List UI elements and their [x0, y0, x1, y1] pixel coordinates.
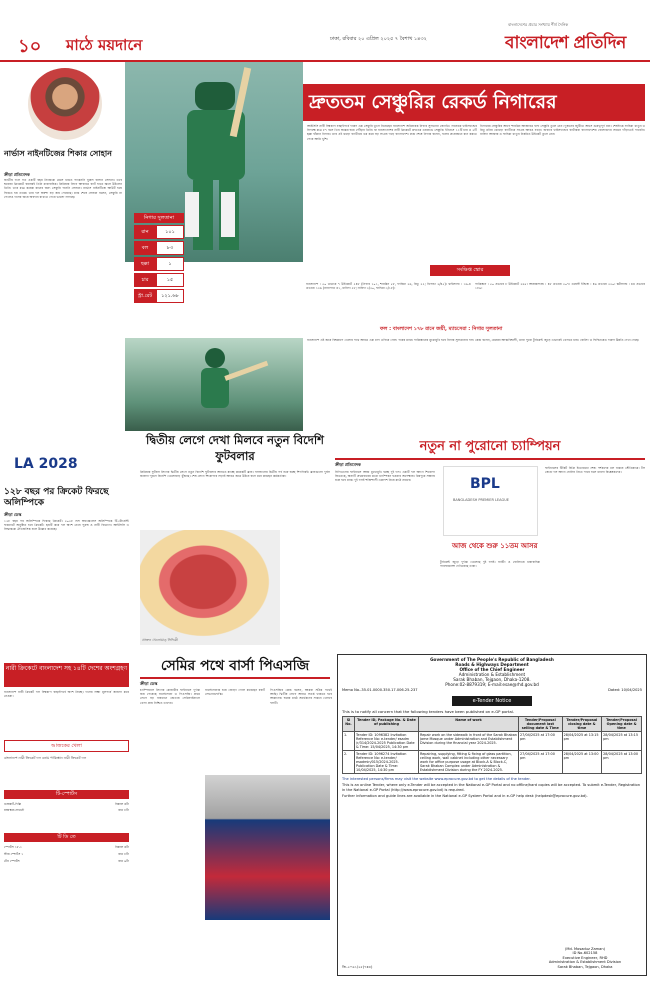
tv-match: স্পোর্টস ১৮-১ [4, 845, 23, 849]
tender-signature-block [530, 947, 640, 970]
stats-row [134, 289, 184, 303]
psg-body-2: বার্সেলোনার হয়ে জোড়া গোল করেছেন রবার্ট লেভানডফস্কি। [205, 688, 265, 697]
stat-label: স্ট্রা.রেট [134, 289, 156, 303]
stat-value: ১৫ [156, 273, 184, 287]
la2028-headline: ১২৮ বছর পর ক্রিকেট ফিরছে অলিম্পিকে [4, 487, 109, 508]
stat-value: ৮৩ [156, 241, 184, 255]
shortlist-headline: নারী ক্রিকেটে বাংলাদেশ সহ ১৪টি দেশের অংশগ্রহণ [4, 663, 129, 687]
profile-headline: নার্ভাস নাইনটিজের শিকার সোহান [4, 149, 112, 158]
table-row [343, 751, 642, 774]
th-sl: Sl No. [343, 717, 355, 732]
tv-row [4, 845, 129, 849]
tender-intro: This is to notify all concern that the following tenders have been published on e-GP portal. [342, 709, 515, 714]
table-row [343, 732, 642, 751]
psg-body-1: চ্যাম্পিয়নস লিগের কোয়ার্টার ফাইনালে দুর্দান্ত জয় পেয়েছে বার্সেলোনা ও পিএসজি। প্রথম লেগে বড় ব্যবধানে জেতায় সেমিফাইনালে খেলা প্রায় নিশ্চিত তাদের। [140, 688, 200, 705]
tender-website-link[interactable]: The interested persons/firms may visit the website www.eprocure.gov.bd to get the details of the tender. [342, 777, 531, 781]
bpl-subtitle: BANGLADESH PREMIER LEAGUE [453, 498, 509, 502]
sig-name: (Md. Mosaduz Zaman) [564, 946, 606, 951]
stats-title: নিগার সুলতানা [134, 213, 184, 223]
champions-headline: নতুন না পুরোনো চ্যাম্পিয়ন [335, 434, 645, 460]
profile-body: জাতীয় দলে গত একটি বছর নিজেকে মেলে ধরতে পারেননি নুরুল হাসান সোহান। তবে ঘরোয়া ক্রিকেটে বরাবরই তিনি ধারাবাহিক। প্রিমিয়ার লিগে আবারও ব্যাট হাতে জ্বলে উঠলেন তিনি। তবে মাত্র কয়েক রানের জন্য সেঞ্চুরি পাননি সোহান। নার্ভাস নাইনটিজে আউট হয়ে ফিরতে হয় তাকে। তার দল অবশ্য বড় জয় পেয়েছে। ম্যাচ শেষে সোহান বলেন, সেঞ্চুরি না পেলেও দলের জয়ে অবদান রাখতে পেরে ভালো লাগছে। [4, 178, 122, 199]
cell: 27/04/2025 at 17:00 pm [519, 751, 563, 774]
tv-channel-label: টি ডি তে [4, 833, 129, 842]
cell: 28/04/2025 at 13:00 pm [602, 751, 642, 774]
bpl-logo: BPL [470, 476, 500, 492]
cell: Tender ID: 1096274 Invitation Reference No: e-tender/ esadmin/015/2024-2025. Publication Date & Time: 10/04/2025, 14:30 pm [355, 751, 419, 774]
la2028-byline: ক্রীড়া ডেস্ক [4, 512, 22, 517]
psg-byline: ক্রীড়া ডেস্ক [140, 681, 158, 686]
stats-box [134, 213, 184, 303]
cell: Tender ID: 1096382 Invitation Reference No: e-tender/ esadm /r/314/2024-2025 Publication Date & Time: 15/04/2025, 14:30 pm [355, 732, 419, 751]
stat-label: চার [134, 273, 156, 287]
lead-body-left: আইসিসি নারী বিশ্বকাপ বাছাইপর্বে দারুণ এক সেঞ্চুরি তুলে নিয়েছেন বাংলাদেশ অধিনায়ক নিগার সুলতানা জ্যোতি। লাহোরে থাইল্যান্ডের বিপক্ষে মাত্র ৮৭ বলে তিন অঙ্কের ঘরে পৌঁছান তিনি। যা বাংলাদেশের নারী ক্রিকেটে দ্রুততম ওয়ানডে সেঞ্চুরি। ইনিংসে ১১টি চার ও ২টি ছক্কা হাঁকান নিগার। তার এই ঝড়ো ব্যাটিংয়ে ভর করে বড় সংগ্রহ গড়ে বাংলাদেশ। ম্যাচ শেষে নিগার বলেন, দলের প্রয়োজনে রান করতে পেরে আমি খুশি। [307, 124, 477, 141]
th-opening-date: Tender/Proposal Opening date & time [602, 717, 642, 732]
section-title: মাঠে ময়দানে [66, 36, 143, 54]
e-tender-notice-label: e-Tender Notice [452, 696, 532, 706]
lead-headline: দ্রুততম সেঞ্চুরির রেকর্ড নিগারের [309, 91, 557, 113]
cell: 28/04/2025 at 13:15 pm [602, 732, 642, 751]
psg-body-3: পিএসজির কোচ বলেন, আমরা সঠিক পথেই আছি। দ্বিতীয় লেগে আরও সতর্ক থাকতে হবে আমাদের। ঘরের মাঠে সমর্থকদের সামনে খেলবে দলটি। [270, 688, 332, 705]
masthead-logo: বাংলাদেশ প্রতিদিন [505, 33, 626, 53]
tender-footer-2: This is an online Tender, where only e-Tender will be accepted in the National e-GP Portal and no offline/hard copies will be accepted. To submit e-Tender, Registration in the National e-GP Portal (http://www.eprocure.gov.bd) is required. [342, 783, 641, 792]
scorecard-left: বাংলাদেশ : ৫০ ওভারে ৭ উইকেটে ২৪৮ (নিগার ১০১, শারমিন ৫৮, ফাহিমা ২৬, রিতু ২২; থিপাচা ২/৪৫)। থাইল্যান্ড : ৩৯.৪ ওভারে ১৩৬ (নানাপাত ৪১, চানিদা ২৮; নাহিদা ৩/২০, ফাহিমা ৩/১৮)। [306, 282, 471, 291]
tender-footer-3: Further information and guide lines are available in the National e-GP System Portal and in e-GP help desk (helpdesk@eprocure.gov.bd). [342, 794, 588, 799]
issue-date: ঢাকা, রবিবার ২০ এপ্রিল ২০২৫ ৭ বৈশাখ ১৪৩২ [330, 36, 427, 42]
tender-memo-row [338, 687, 646, 693]
cell: Repair work on the sidewalk in front of the Sarak Bhaban Jame Mosque under Administration and Establishment Division during the financial year 2024-2025. [419, 732, 519, 751]
la2028-body: ১২৮ বছর পর অলিম্পিকে ফিরছে ক্রিকেট। ২০২৮ লস অ্যাঞ্জেলেস অলিম্পিকে টি-টোয়েন্টি ফরম্যাটে অনুষ্ঠিত হবে ক্রিকেট। ছয়টি করে দল অংশ নেবে পুরুষ ও নারী বিভাগে। আইসিসি এ সিদ্ধান্তকে ঐতিহাসিক বলে উল্লেখ করেছে। [4, 519, 129, 532]
bpl-date: আজ থেকে শুরু ১১তম আসর [452, 542, 538, 550]
la2028-logo [10, 440, 78, 485]
football-body: প্রিমিয়ার ফুটবল লিগের দ্বিতীয় লেগে নতুন বিদেশি ফুটবলার আনতে যাচ্ছে কয়েকটি ক্লাব। দলবদলের দ্বিতীয় পর্ব শুরু হচ্ছে শিগগিরই। ক্লাবগুলো দুর্বল জায়গা পূরণে বিদেশি খেলোয়াড় খুঁজছে। শেষ লেগে শিরোপার লড়াই আরও জমে উঠবে বলে মনে করছেন কর্মকর্তারা। [140, 470, 330, 479]
sig-id: ID No-602158 [572, 951, 598, 955]
page-number: ১০ [18, 36, 42, 57]
stats-row [134, 257, 184, 271]
tender-table [342, 716, 642, 774]
cell: Repairing, supplying, fitting & fixing of glass partition, ceiling work, wall cabinet including other necessary work for office purpose usage at Block-A & Block-C, Sarak Bhaban Complex under Administration & Establishment Division during the FY 2024-2025. [419, 751, 519, 774]
stat-label: রান [134, 225, 156, 239]
tender-gov: Government of The People's Republic of Bangladesh [430, 657, 554, 662]
batter-photo-2 [125, 338, 303, 431]
tender-phone: Phone:02-8879319; E-mail:esae@rhd.gov.bd [445, 682, 539, 687]
champions-body-2: টুর্নামেন্ট জুড়ে দুর্দান্ত খেলেছে দুই দলই। ব্যাটিং ও বোলিংয়ে ধারাবাহিক পারফরম্যান্স দেখিয়েছে তারা। [440, 560, 540, 569]
stat-value: ১২১.৬৮ [156, 289, 184, 303]
football-headline: দ্বিতীয় লেগে দেখা মিলবে নতুন বিদেশি ফুটবলার [146, 433, 324, 463]
masthead-tagline: বাংলাদেশের প্রচার সংখ্যায় শীর্ষ দৈনিক [508, 22, 569, 27]
batter-figure-2 [125, 338, 303, 431]
cell: 28/04/2025 at 13:15 pm [562, 732, 602, 751]
th-closing-date: Tender/Proposal closing date & time [562, 717, 602, 732]
champions-body-3: ফাইনালের টিকিট বিক্রি ইতোমধ্যে শেষ। দর্শকদের ঢল নামবে স্টেডিয়ামে। টস জেতা দল আগে বোলিং নিতে পারে বলে ধারণা বিশ্লেষকদের। [545, 466, 645, 475]
scorecard-result: ফল : বাংলাদেশ ১৭৮ রানে জয়ী, ম্যাচসেরা : নিগার সুলতানা [380, 326, 503, 332]
stats-row [134, 225, 184, 239]
sig-addr: Sarak Bhaban, Tejgaon, Dhaka [557, 964, 613, 969]
player-portrait [28, 68, 102, 140]
tender-dated: Dated: 10/04/2025 [608, 688, 642, 692]
tv-row [4, 852, 129, 856]
th-name-of-work: Name of work [419, 717, 519, 732]
tv-time: রাত ৯টা [118, 859, 129, 863]
psg-headline: সেমির পথে বার্সা পিএসজি [140, 653, 330, 679]
tender-gd-code: জি-২০৬১/২৫(৭x৪) [342, 965, 373, 969]
tender-dept: Roads & Highways Department [455, 662, 529, 667]
tv-time: রাত ৮টা [118, 852, 129, 856]
tv-match: রাজস্থান-লখনৌ [4, 808, 25, 812]
today-games-label: আজকের খেলা [4, 740, 129, 752]
tv-time: বিকাল ৪টা [115, 845, 129, 849]
tender-notice [337, 654, 647, 976]
tender-address: Sarak Bhaban, Tejgaon, Dhaka-1208. [453, 677, 531, 682]
profile-byline: ক্রীড়া প্রতিবেদক [4, 172, 30, 177]
tv-channel-label: টি-স্পোর্টস [4, 790, 129, 799]
cell: 28/04/2025 at 13:00 pm [562, 751, 602, 774]
stat-label: বল [134, 241, 156, 255]
tv-row [4, 859, 129, 863]
tender-office: Office of the Chief Engineer [459, 667, 525, 672]
cell: 2. [343, 751, 355, 774]
cell: 1. [343, 732, 355, 751]
cell: 27/04/2025 at 17:00 pm [519, 732, 563, 751]
stat-value: ১ [156, 257, 184, 271]
tv-match: টেন স্পোর্টস [4, 859, 20, 863]
football-photo-caption: প্রাক্তন খেলোয়াড় সিদ্দিকী [142, 638, 179, 642]
champions-byline: ক্রীড়া প্রতিবেদক [335, 462, 361, 467]
scorecard-right: পাকিস্তান : ৫০ ওভারে ৮ উইকেটে ২৬৫। আয়ারল্যান্ড : ৪৮ ওভারে ২০৭। ওয়েস্ট ইন্ডিজ : ৪৬ ওভারে ২২০। স্কটল্যান্ড : ৪৪ ওভারে ১৮৯। [475, 282, 645, 291]
scorecard-title: সংক্ষিপ্ত স্কোর [430, 265, 510, 276]
stat-label: ছক্কা [134, 257, 156, 271]
lead-body-right: নিগারের সেঞ্চুরির আগে শারমিন আক্তারও হাফ সেঞ্চুরি তুলে নেন। দুজনের জুটিতে আসে গুরুত্বপূর্ণ রান। শেষদিকে ফাহিমা খাতুন ও রিতু মনির ঝোড়ো ব্যাটিংয়ে সংগ্রহ আরও বাড়ে। জবাবে থাইল্যান্ডের ব্যাটাররা বাংলাদেশের বোলারদের সামনে দাঁড়াতেই পারেনি। নাহিদা আক্তার ও ফাহিমা খাতুন নিয়মিত উইকেট তুলে নেন। [480, 124, 645, 137]
la2028-logo-text: LA 2028 [14, 456, 78, 472]
tender-memo: Memo No.-35.01.0000.350.17.006.25-237 [342, 688, 418, 692]
th-tender-id: Tender ID, Package No. & Date of publishing [355, 717, 419, 732]
tv-time: বিকাল ৪টা [115, 802, 129, 806]
tender-division: Administration & Establishment [458, 672, 526, 677]
sig-title: Executive Engineer, RHD [562, 955, 608, 960]
lead-continued: বাংলাদেশ এই জয়ে বিশ্বকাপে খেলার পথে আরও এক ধাপ এগিয়ে গেল। পরের ম্যাচে পাকিস্তানের মুখোমুখি হবে নিগার সুলতানার দল। কোচ বলেন, মেয়েরা আত্মবিশ্বাসী, তারা পুরো টুর্নামেন্ট জুড়ে এভাবেই খেলতে চায়। বোলিং ও ফিল্ডিংয়েও দারুণ উন্নতি দেখা গেছে। [307, 338, 640, 342]
barcelona-player-photo [205, 775, 330, 920]
sig-dept: Administration & Establishment Division [548, 960, 622, 964]
tv-match: গুজরাট-দিল্লি [4, 802, 22, 806]
tender-table-header [343, 717, 642, 732]
tv-time: রাত ৮টা [118, 808, 129, 812]
tv-match: স্টার স্পোর্টস ১ [4, 852, 24, 856]
stats-row [134, 273, 184, 287]
th-selling-date: Tender/Proposal document last selling date & Time [519, 717, 563, 732]
stat-value: ১০১ [156, 225, 184, 239]
tv-row [4, 802, 129, 806]
shortlist-body: বাংলাদেশ নারী ক্রিকেট দল বিশ্বকাপ বাছাইপর্বে অংশ নিচ্ছে। দলের লক্ষ্য মূলপর্বে জায়গা করে নেওয়া। [4, 690, 129, 699]
tv-row [4, 808, 129, 812]
today-game-item: বাংলাদেশ নারী ক্রিকেট দল বনাম পাকিস্তান নারী ক্রিকেট দল [4, 756, 87, 760]
champions-body-1: বিপিএলের ফাইনালে আজ মুখোমুখি হচ্ছে দুই দল। একটি দল আগে শিরোপা জিতেছে, অন্যটি প্রথমবারের মতো চ্যাম্পিয়ন হওয়ার অপেক্ষায়। মিরপুরে সন্ধ্যায় শুরু হবে ম্যাচ। দুই দলই শক্তিশালী একাদশ নিয়ে মাঠে নামবে। [335, 470, 435, 483]
football-player-photo [140, 530, 280, 645]
stats-row [134, 241, 184, 255]
